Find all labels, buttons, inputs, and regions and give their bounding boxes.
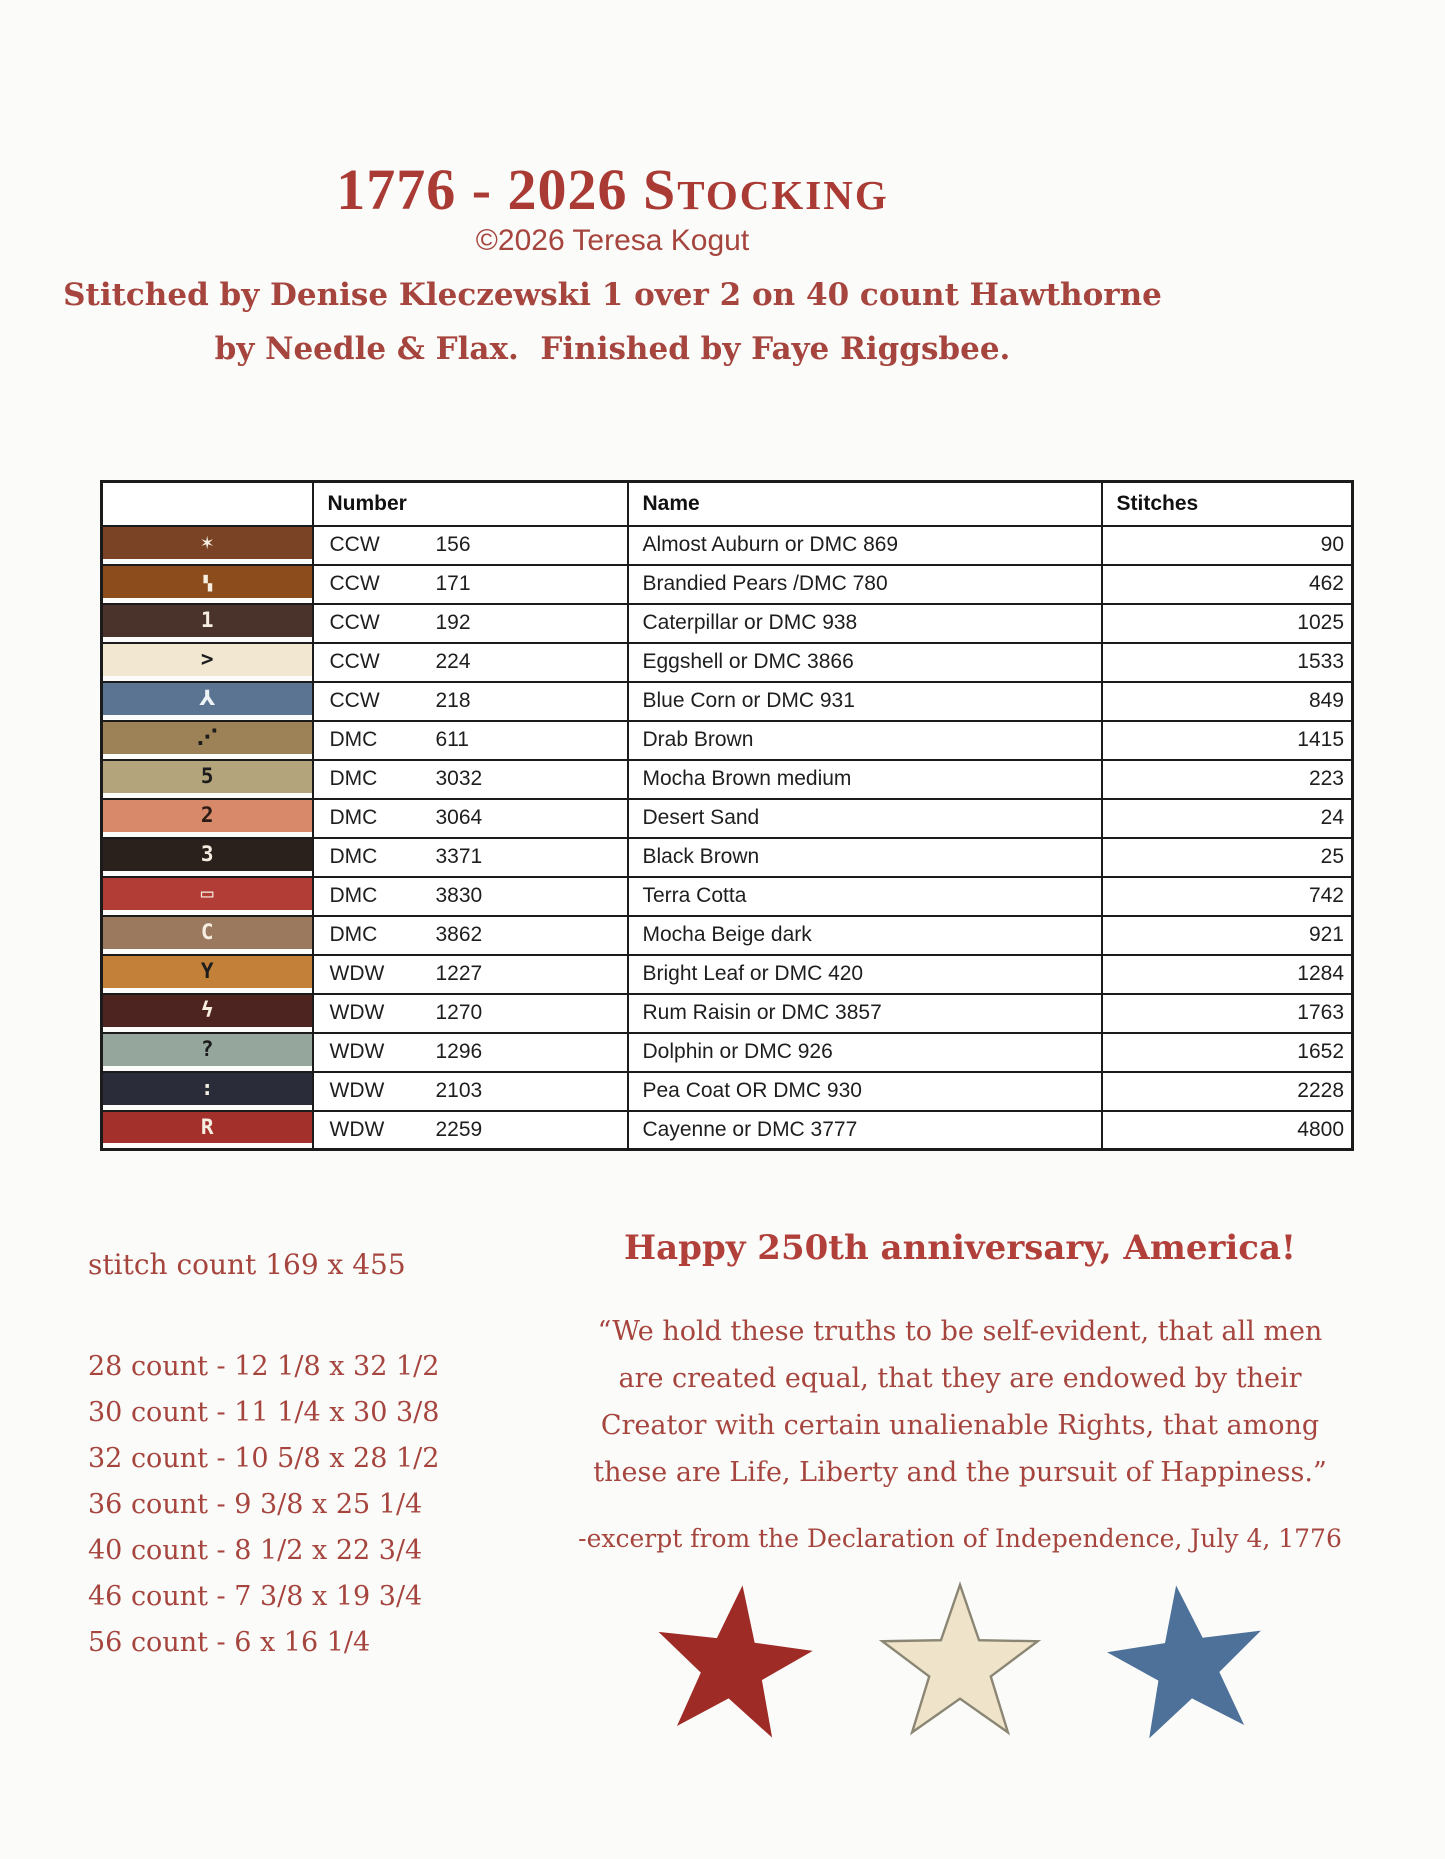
fabric-size-item: 46 count - 7 3/8 x 19 3/4 — [88, 1581, 423, 1612]
declaration-quote — [555, 1308, 1365, 1496]
quote-line-3: Creator with certain unalienable Rights, that among — [600, 1410, 1320, 1441]
palette-row — [102, 721, 1353, 760]
floss-name-cell: Dolphin or DMC 926 — [628, 1033, 1102, 1072]
fabric-size-item: 36 count - 9 3/8 x 25 1/4 — [88, 1489, 423, 1520]
floss-brand: DMC — [329, 884, 378, 907]
floss-brand: WDW — [329, 962, 385, 985]
color-swatch — [102, 1033, 313, 1072]
fabric-size-item: 40 count - 8 1/2 x 22 3/4 — [88, 1535, 423, 1566]
quote-line-1: “We hold these truths to be self-evident, that all men — [597, 1316, 1323, 1347]
palette-row — [102, 682, 1353, 721]
copyright-line: ©2026 Teresa Kogut — [475, 224, 750, 257]
floss-code: 1227 — [435, 962, 483, 985]
floss-brand: WDW — [329, 1117, 385, 1141]
color-swatch — [102, 877, 313, 916]
floss-brand: DMC — [329, 923, 378, 946]
color-swatch — [102, 526, 313, 565]
fabric-size-item: 28 count - 12 1/8 x 32 1/2 — [88, 1351, 440, 1382]
page-title — [0, 158, 1225, 222]
star-blue-icon — [1090, 1567, 1284, 1759]
palette-row — [102, 994, 1353, 1033]
stitch-count-cell: 24 — [1102, 799, 1353, 838]
floss-name-cell: Mocha Brown medium — [628, 760, 1102, 799]
stitch-symbol-icon: R — [200, 1114, 214, 1139]
name-column-header: Name — [628, 482, 1102, 526]
floss-name-cell: Terra Cotta — [628, 877, 1102, 916]
stitch-symbol-icon: 1 — [200, 608, 214, 632]
stitch-symbol-icon: ⅄ — [199, 686, 216, 710]
quote-line-4: these are Life, Liberty and the pursuit of Happiness.” — [593, 1457, 1327, 1488]
floss-brand: CCW — [329, 611, 380, 634]
stitch-count-cell: 90 — [1102, 526, 1353, 565]
color-swatch — [102, 994, 313, 1033]
floss-number-cell — [313, 526, 628, 565]
floss-number-cell — [313, 955, 628, 994]
color-swatch — [102, 1072, 313, 1111]
palette-row — [102, 877, 1353, 916]
stitch-symbol-icon: ϟ — [200, 998, 214, 1022]
title-word: Stocking — [643, 157, 889, 222]
color-swatch — [102, 1111, 313, 1150]
table-header-row — [102, 482, 1353, 526]
palette-row — [102, 760, 1353, 799]
floss-number-cell — [313, 721, 628, 760]
floss-name-cell: Blue Corn or DMC 931 — [628, 682, 1102, 721]
palette-row — [102, 838, 1353, 877]
tribute-section — [555, 1228, 1365, 1748]
floss-number-cell — [313, 565, 628, 604]
floss-brand: CCW — [329, 689, 380, 712]
stitch-symbol-icon: > — [200, 647, 214, 671]
palette-row — [102, 1033, 1353, 1072]
fabric-size-item: 32 count - 10 5/8 x 28 1/2 — [88, 1443, 440, 1474]
floss-number-cell — [313, 838, 628, 877]
star-cream-icon — [874, 1578, 1046, 1748]
color-swatch — [102, 682, 313, 721]
floss-number-cell — [313, 1033, 628, 1072]
color-swatch — [102, 838, 313, 877]
tribute-heading: Happy 250th anniversary, America! — [624, 1228, 1296, 1268]
floss-number-cell — [313, 799, 628, 838]
stitch-count-cell: 849 — [1102, 682, 1353, 721]
stitch-count-cell: 1415 — [1102, 721, 1353, 760]
floss-brand: CCW — [329, 650, 380, 673]
fabric-size-item: 56 count - 6 x 16 1/4 — [88, 1627, 371, 1658]
stitch-symbol-icon: 2 — [200, 803, 214, 827]
floss-code: 3032 — [435, 767, 483, 790]
floss-name-cell: Caterpillar or DMC 938 — [628, 604, 1102, 643]
floss-name-cell: Brandied Pears /DMC 780 — [628, 565, 1102, 604]
stitch-symbol-icon: ? — [200, 1037, 214, 1061]
stitch-symbol-icon: C — [200, 920, 214, 944]
stitch-count-cell: 921 — [1102, 916, 1353, 955]
floss-code: 3862 — [435, 923, 483, 946]
floss-number-cell — [313, 682, 628, 721]
floss-brand: WDW — [329, 1040, 385, 1063]
star-red-icon — [637, 1568, 828, 1758]
palette-row — [102, 604, 1353, 643]
stitch-count-line: stitch count 169 x 455 — [88, 1248, 406, 1281]
fabric-size-list — [88, 1344, 439, 1666]
floss-code: 218 — [435, 689, 471, 712]
color-swatch — [102, 565, 313, 604]
title-years: 1776 - 2026 — [336, 157, 644, 222]
floss-name-cell: Eggshell or DMC 3866 — [628, 643, 1102, 682]
header — [0, 158, 1225, 376]
floss-name-cell: Almost Auburn or DMC 869 — [628, 526, 1102, 565]
floss-brand: WDW — [329, 1001, 385, 1024]
stitch-symbol-icon: Y — [200, 959, 214, 983]
number-column-header: Number — [313, 482, 628, 526]
floss-name-cell: Mocha Beige dark — [628, 916, 1102, 955]
stitch-count-cell: 1284 — [1102, 955, 1353, 994]
floss-number-cell — [313, 604, 628, 643]
floss-code: 156 — [435, 533, 471, 556]
floss-code: 611 — [435, 728, 469, 751]
symbol-column-header — [102, 482, 313, 526]
floss-number-cell — [313, 760, 628, 799]
palette-row — [102, 643, 1353, 682]
palette-row — [102, 1072, 1353, 1111]
color-swatch — [102, 916, 313, 955]
floss-code: 3064 — [435, 806, 483, 829]
stitch-symbol-icon: ▚ — [203, 576, 211, 592]
floss-name-cell: Bright Leaf or DMC 420 — [628, 955, 1102, 994]
floss-name-cell: Rum Raisin or DMC 3857 — [628, 994, 1102, 1033]
color-swatch — [102, 799, 313, 838]
stitch-count-cell: 25 — [1102, 838, 1353, 877]
stitch-count-cell: 462 — [1102, 565, 1353, 604]
stitch-count-cell: 2228 — [1102, 1072, 1353, 1111]
floss-brand: CCW — [329, 572, 380, 595]
stitch-symbol-icon: ✶ — [200, 530, 214, 554]
floss-code: 3371 — [435, 845, 483, 868]
byline — [0, 268, 1225, 376]
palette-row — [102, 916, 1353, 955]
byline-line-1: Stitched by Denise Kleczewski 1 over 2 on 40 count Hawthorne — [63, 277, 1162, 313]
floss-number-cell — [313, 643, 628, 682]
stars-row — [555, 1578, 1365, 1748]
palette-row — [102, 565, 1353, 604]
attribution-line: -excerpt from the Declaration of Independence, July 4, 1776 — [578, 1524, 1342, 1553]
floss-brand: DMC — [329, 845, 378, 868]
color-swatch — [102, 643, 313, 682]
floss-code: 1270 — [435, 1001, 483, 1024]
floss-code: 2103 — [435, 1079, 483, 1102]
stitch-symbol-icon: 3 — [200, 842, 214, 866]
floss-name-cell: Desert Sand — [628, 799, 1102, 838]
floss-brand: WDW — [329, 1079, 385, 1102]
floss-number-cell — [313, 1111, 628, 1150]
palette-row — [102, 955, 1353, 994]
stitch-symbol-icon: 5 — [200, 764, 214, 788]
stitch-symbol-icon: : — [200, 1076, 214, 1100]
fabric-size-item: 30 count - 11 1/4 x 30 3/8 — [88, 1397, 440, 1428]
stitch-count-cell: 1025 — [1102, 604, 1353, 643]
stitch-symbol-icon: ▭ — [200, 881, 214, 905]
floss-code: 2259 — [435, 1117, 483, 1141]
floss-code: 3830 — [435, 884, 483, 907]
quote-line-2: are created equal, that they are endowed by their — [618, 1363, 1302, 1394]
floss-name-cell: Black Brown — [628, 838, 1102, 877]
floss-number-cell — [313, 1072, 628, 1111]
floss-number-cell — [313, 994, 628, 1033]
color-swatch — [102, 955, 313, 994]
color-swatch — [102, 721, 313, 760]
stitch-count-cell: 742 — [1102, 877, 1353, 916]
floss-name-cell: Cayenne or DMC 3777 — [628, 1111, 1102, 1150]
palette-row — [102, 526, 1353, 565]
floss-code: 224 — [435, 650, 471, 673]
floss-brand: DMC — [329, 728, 378, 751]
floss-code: 192 — [435, 611, 471, 634]
palette-row — [102, 799, 1353, 838]
stitches-column-header: Stitches — [1102, 482, 1353, 526]
floss-code: 1296 — [435, 1040, 483, 1063]
floss-number-cell — [313, 916, 628, 955]
stitch-count-cell: 1652 — [1102, 1033, 1353, 1072]
floss-brand: DMC — [329, 806, 378, 829]
floss-number-cell — [313, 877, 628, 916]
floss-name-cell: Pea Coat OR DMC 930 — [628, 1072, 1102, 1111]
size-info — [88, 1248, 439, 1666]
stitch-count-cell: 1533 — [1102, 643, 1353, 682]
stitch-count-cell: 223 — [1102, 760, 1353, 799]
color-swatch — [102, 760, 313, 799]
stitch-symbol-icon: ⋰ — [196, 725, 218, 749]
floss-brand: DMC — [329, 767, 378, 790]
floss-code: 171 — [435, 572, 471, 595]
byline-line-2: by Needle & Flax. Finished by Faye Riggsbee. — [214, 331, 1011, 367]
floss-name-cell: Drab Brown — [628, 721, 1102, 760]
floss-palette-table — [100, 480, 1354, 1151]
stitch-count-cell: 1763 — [1102, 994, 1353, 1033]
color-swatch — [102, 604, 313, 643]
palette-row — [102, 1111, 1353, 1150]
floss-brand: CCW — [329, 533, 380, 556]
stitch-count-cell: 4800 — [1102, 1111, 1353, 1150]
